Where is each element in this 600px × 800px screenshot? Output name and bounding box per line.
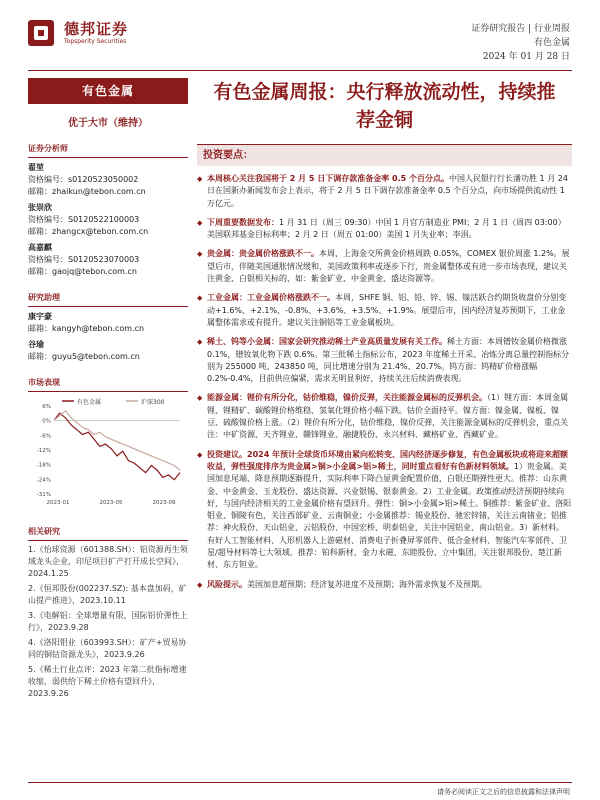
report-title: 有色金属周报：央行释放流动性，持续推荐金铜 (213, 81, 556, 131)
brand-name-en: Topsperity Securities (64, 37, 127, 45)
series-line (54, 413, 180, 480)
related-item[interactable]: 1.《怡球资源（601388.SH）：铝资源再生领域龙头企业，印尼项目扩产打开成长空间》，2024.1.25 (28, 545, 188, 578)
investment-point (197, 173, 572, 210)
investment-point (197, 392, 572, 441)
assistant-name: 康宇豪 (28, 312, 52, 321)
assistant-email[interactable]: 邮箱：guyu5@tebon.com.cn (28, 352, 140, 361)
points-title: 投资要点： (197, 144, 572, 166)
investment-point (197, 292, 572, 329)
point-body: 中国人民银行行长潘功胜 1 月 24 日在国新办新闻发布会上表示，将于 2 月 5 日下调存款准备金率 0.5 个百分点，向市场提供流动性 1 万亿元。 (207, 174, 568, 208)
footer-divider (28, 782, 572, 783)
brand-logo (28, 18, 128, 48)
x-tick-label: 2023-09 (152, 500, 176, 506)
analyst (28, 202, 188, 238)
point-body: 美国加息超预期；经济复苏进度不及预期；海外需求恢复不及预期。 (247, 579, 487, 589)
point-lead: 稀土、钨等小金属：国家会研究推动稀土产业高质量发展有关工作。 (207, 337, 447, 347)
point-lead: 能源金属：锂价有所分化，钴价维稳，镍价反弹，关注能源金属标的反弹机会。 (207, 393, 487, 403)
point-body: 本周，上海金交所黄金价格周跌 0.05%，COMEX 银价周涨 1.2%。展望后市，伴随美国通胀情况缓和，美国政策利率或逐步下行，贵金属整体或有进一步市场表现，建议关注黄金、白银相关标的，如：紫金矿业、中金黄金、盛达资源等。 (207, 249, 570, 284)
point-body: 稀土方面：本周镨钕金属价格微涨 0.1%，镨钕氧化物下跌 0.6%。第三批稀土指标公布，2023 年度稀土开采、冶炼分离总量控制指标分别为 255000 吨、243850 吨，同比增速分别为 21.4%、20.7%。钨方面：钨精矿价格涨幅 0.2%-0.4%，目前供应偏紧，需求无明显利好，持续关注后续消费表现。 (207, 337, 570, 384)
point-lead: 投资建议。2024 年预计全球货币环境由紧向松转变、国内经济逐步修复，有色金属板块或将迎来超额收益，弹性强度排序为贵金属>铜>小金属>铝>稀土，同时重点看好有色新材料领域。 (207, 449, 569, 471)
analyst-email[interactable]: 邮箱：zhangcx@tebon.com.cn (28, 227, 149, 236)
assistant-email[interactable]: 邮箱：kangyh@tebon.com.cn (28, 324, 145, 333)
analyst-name: 高嘉麒 (28, 243, 52, 252)
market-chart-svg (28, 396, 188, 512)
analyst-email[interactable]: 邮箱：gaojq@tebon.com.cn (28, 267, 137, 276)
brand-name-cn: 德邦证券 (64, 19, 129, 38)
y-tick-label: 0% (42, 418, 51, 425)
related-item[interactable]: 3.《电解铝：全球增量有限，国际铝价弹性上行》，2023.9.28 (28, 611, 188, 632)
market-chart (28, 396, 188, 512)
assistant-name: 谷瑜 (28, 340, 44, 349)
y-tick-label: -6% (40, 433, 51, 440)
analyst-cert: 资格编号：S0120522100003 (28, 215, 140, 224)
related-item[interactable]: 5.《稀土行业点评：2023 年第二批指标增速收缩，弱供给下稀土价格有望回升》，2023.9.26 (28, 665, 187, 698)
point-body: 本周，SHFE 铜、铝、铅、锌、锡、镍活跃合约期货收盘价分别变动+1.6%、+2.1%、-0.8%、+3.6%、+3.5%、+1.9%。展望后市，国内经济复苏预期下，工业金属整体需求或有提升。建议关注铜铝等工业金属板块。 (207, 293, 567, 327)
analyst-cert: 资格编号：s0120523050002 (28, 175, 139, 184)
analyst-name: 翟堃 (28, 163, 44, 172)
legend-label: 有色金属 (77, 399, 102, 406)
point-lead: 贵金属：贵金属价格涨跌不一。 (207, 249, 319, 259)
point-lead: 本周核心关注我国将于 2 月 5 日下调存款准备金率 0.5 个百分点。 (207, 174, 450, 183)
report-date: 2024 年 01 月 28 日 (482, 52, 570, 62)
report-sector: 有色金属 (533, 38, 570, 48)
report-type: 证券研究报告 | 行业周报 (471, 24, 570, 34)
x-tick-label: 2023-05 (99, 500, 123, 506)
analyst-name: 张崇欣 (28, 203, 52, 212)
investment-point (197, 248, 572, 285)
y-tick-label: -24% (36, 477, 51, 484)
investment-point (197, 217, 572, 242)
legend-label: 沪深300 (141, 399, 165, 406)
analyst-cert: 资格编号：S0120523070003 (28, 255, 140, 264)
footer-disclaimer: 请务必阅读正文之后的信息披露和法律声明 (437, 788, 570, 796)
assistants-title: 研究助理 (28, 292, 188, 307)
assistant (28, 339, 188, 363)
series-line (54, 411, 180, 470)
analyst-email[interactable]: 邮箱：zhaikun@tebon.com.cn (28, 187, 146, 196)
point-body: 1）贵金属。美国加息尾端、降息预期逐渐提升，实际利率下降凸显黄金配置价值，白银还期弹性更大。推荐：山东黄金、中金黄金、玉龙股份、盛达资源、兴业银锡、银泰黄金。2）工业金属。政策推动经济预期持续向好，与国内经济相关的工业金属价格有望回升。弹性：铜>小金属>铝>稀土。铜推荐：紫金矿业、洛阳钼业、铜陵有色，关注西部矿业、云南铜业；小金属推荐：锡业股份、驰宏锌锗，关注云南锗业；铝推荐：神火股份、天山铝业、云铝股份、中国宏桥、明泰铝业，关注中国铝业、南山铝业。3）新材料。有好人工智能材料、人形机器人上游磁材、消费电子折叠屏零部件、低合金材料、智能汽车零部件、卫星/超导材料等七大领域。推荐：铂科新材、金力永磁、东睦股份、立中集团，关注银邦股份、楚江新材、东方钽业。 (207, 461, 572, 570)
sector-label: 有色金属 (28, 78, 188, 104)
investment-point (197, 579, 572, 591)
y-tick-label: 6% (42, 404, 51, 410)
point-body: 1 月 31 日（周三 09:30）中国 1 月官方制造业 PMI；2 月 1 日（周四 03:00）美国联邦基金目标利率；2 月 2 日（周五 01:00）美国 1 月失业率；李涓。 (207, 217, 566, 240)
brand-logo-icon (28, 18, 58, 48)
y-tick-label: -31% (36, 492, 51, 498)
investment-point (197, 336, 572, 385)
related-item[interactable]: 4.《洛阳钼业（603993.SH）：矿产+贸易协同的铜钴资源龙头》，2023.9.26 (28, 638, 187, 659)
header-divider (28, 70, 572, 71)
point-lead: 风险提示。 (207, 579, 247, 589)
point-lead: 下周重要数据发布： (207, 217, 279, 227)
point-body: （1）锂方面：本周金属锂、锂精矿、碳酸锂价格维稳，氢氧化锂价格小幅下跌。钴价全面持平。镍方面：镍金属、镍板、镍豆、硫酸镍价格上涨。（2）锂价有所分化，钴价维稳，镍价反弹，关注能源金属标的反弹机会，重点关注：中矿资源、天齐锂业、赣锋锂业、融捷股份、永兴材料、藏格矿业、西藏矿业。 (207, 393, 569, 440)
y-tick-label: -18% (36, 462, 51, 469)
analyst (28, 162, 188, 198)
x-tick-label: 2023-01 (46, 500, 70, 506)
rating: 优于大市（维持） (68, 118, 148, 129)
investment-point (197, 449, 572, 572)
related-item[interactable]: 2.《恒邦股份(002237.SZ): 基本盘加码，矿山提产推进》，2023.10.11 (28, 584, 187, 605)
market-title: 市场表现 (28, 377, 188, 392)
point-lead: 工业金属：工业金属价格涨跌不一。 (207, 293, 335, 303)
y-tick-label: -12% (36, 448, 51, 454)
related-title: 相关研究 (28, 526, 188, 541)
analyst (28, 242, 188, 278)
main-content (197, 76, 572, 591)
report-header (471, 22, 570, 64)
assistant (28, 311, 188, 335)
sidebar (28, 78, 188, 700)
analysts-title: 证券分析师 (28, 143, 188, 158)
